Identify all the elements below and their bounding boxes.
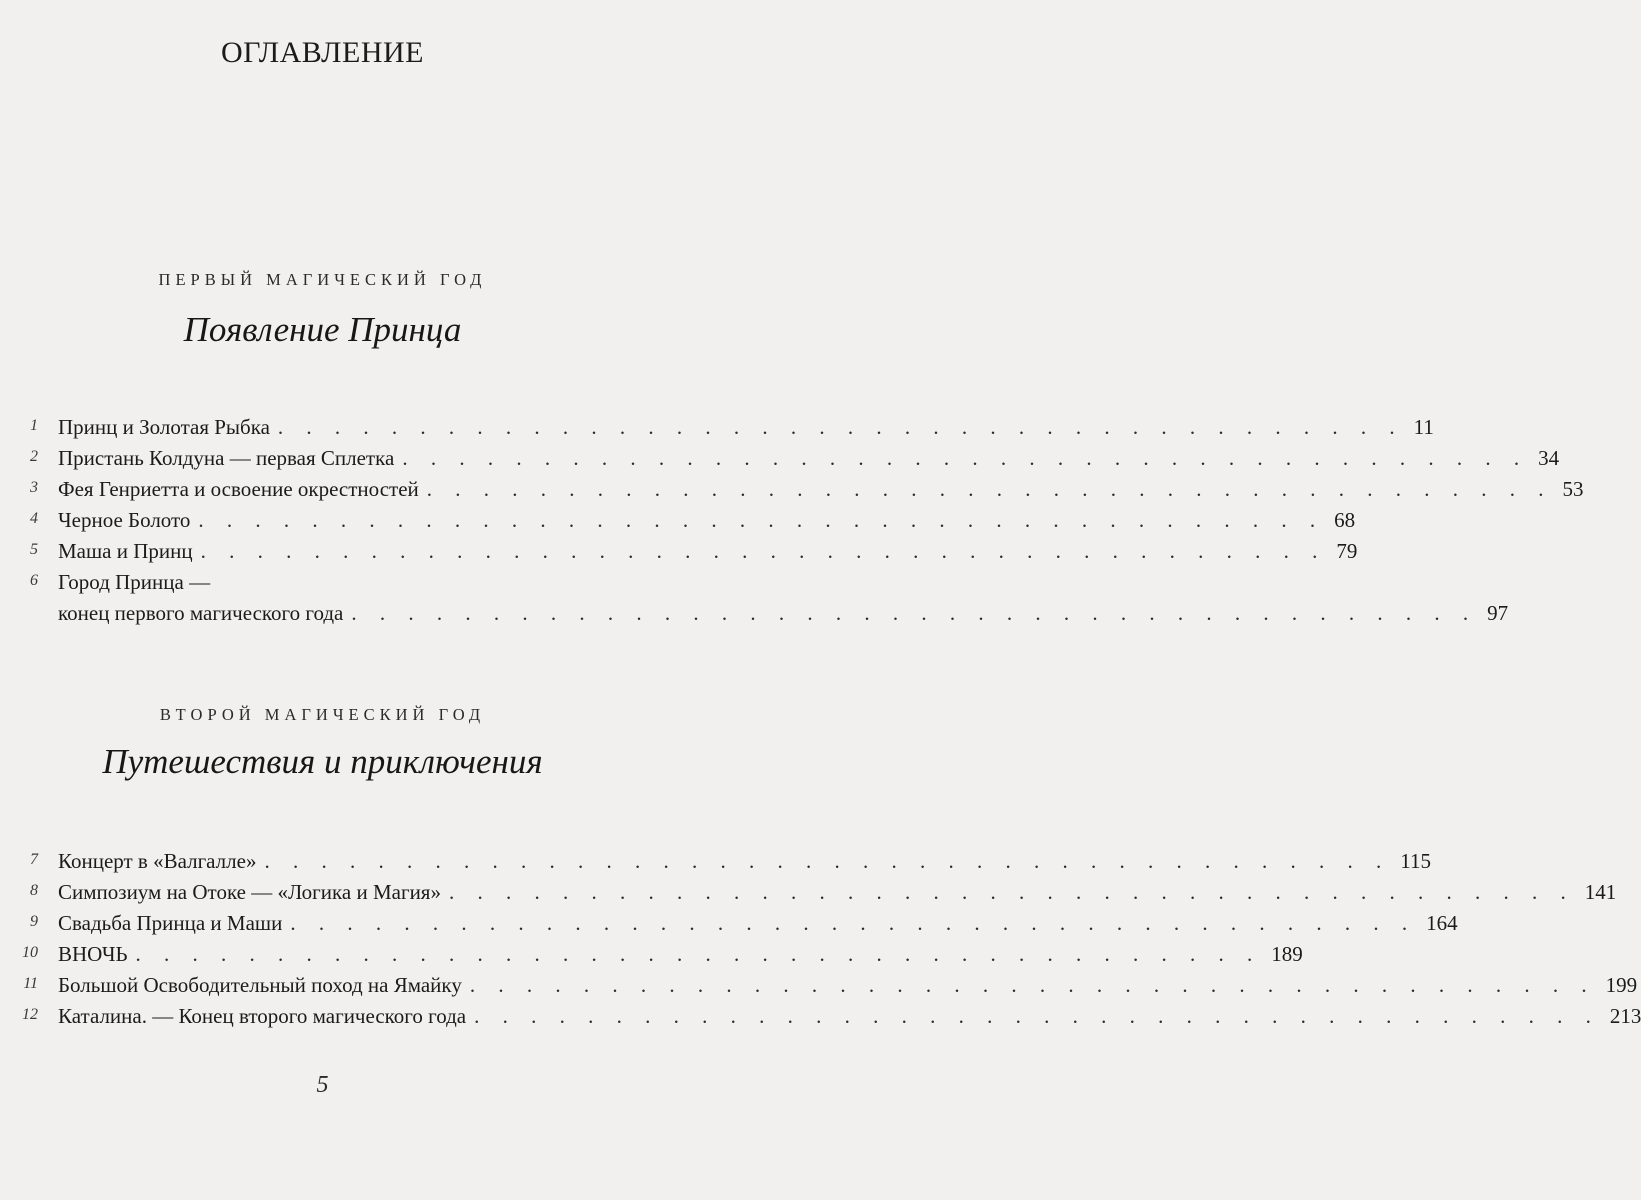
part-2-label: ВТОРОЙ МАГИЧЕСКИЙ ГОД <box>159 705 486 724</box>
dot-leader: . . . . . . . . . . . . . . . . . . . . . . . . . . . . . . . . . . . . . . . . <box>135 942 1262 966</box>
chapter-title: Принц и Золотая Рыбка <box>58 415 270 439</box>
chapter-number: 1 <box>30 417 38 434</box>
page-number: 213 <box>1609 1004 1641 1028</box>
toc-entry[interactable] <box>0 505 1356 536</box>
page-number: 189 <box>1271 942 1303 966</box>
chapter-title: Пристань Колдуна — первая Сплетка <box>58 446 395 470</box>
page-number: 115 <box>1400 849 1431 873</box>
chapter-title: Концерт в «Валгалле» <box>58 849 257 873</box>
dot-leader: . . . . . . . . . . . . . . . . . . . . . . . . . . . . . . . . . . . . . . . . <box>290 911 1417 935</box>
chapter-title: Фея Генриетта и освоение окрестностей <box>58 477 419 501</box>
chapter-title: Маша и Принц <box>58 539 193 563</box>
toc-entry[interactable] <box>0 846 1431 877</box>
chapter-number: 3 <box>30 479 38 496</box>
chapter-number: 6 <box>30 572 38 589</box>
chapter-title: ВНОЧЬ <box>58 942 128 966</box>
chapter-title: Симпозиум на Отоке — «Логика и Магия» <box>58 880 441 904</box>
dot-leader: . . . . . . . . . . . . . . . . . . . . . . . . . . . . . . . . . . . . . . . . <box>426 477 1553 501</box>
toc-entry[interactable] <box>0 877 1617 908</box>
chapter-number: 4 <box>30 510 38 527</box>
chapter-title: Черное Болото <box>58 508 191 532</box>
toc-entry[interactable] <box>0 970 1638 1001</box>
page-folio: 5 <box>316 1072 329 1098</box>
chapter-number: 7 <box>30 851 38 868</box>
dot-leader: . . . . . . . . . . . . . . . . . . . . . . . . . . . . . . . . . . . . . . . . <box>402 446 1529 470</box>
part-2-entries <box>0 846 1641 1032</box>
dot-leader: . . . . . . . . . . . . . . . . . . . . . . . . . . . . . . . . . . . . . . . . <box>448 880 1575 904</box>
part-1-label: ПЕРВЫЙ МАГИЧЕСКИЙ ГОД <box>158 270 487 289</box>
page-number: 79 <box>1336 539 1358 563</box>
toc-entry[interactable] <box>0 567 1509 629</box>
toc-entry[interactable] <box>0 412 1434 443</box>
chapter-number: 11 <box>23 975 38 992</box>
chapter-number: 12 <box>22 1006 38 1023</box>
chapter-number: 9 <box>30 913 38 930</box>
chapter-number: 10 <box>22 944 38 961</box>
page-number: 141 <box>1584 880 1617 904</box>
dot-leader: . . . . . . . . . . . . . . . . . . . . . . . . . . . . . . . . . . . . . . . . <box>351 601 1478 625</box>
chapter-title: Город Принца — <box>58 570 211 594</box>
toc-entry[interactable] <box>0 939 1303 970</box>
dot-leader: . . . . . . . . . . . . . . . . . . . . . . . . . . . . . . . . . . . . . . . . <box>469 973 1596 997</box>
page-number: 199 <box>1605 973 1638 997</box>
chapter-title-continued: конец первого магического года <box>58 601 344 625</box>
part-1-entries <box>0 412 1584 629</box>
dot-leader: . . . . . . . . . . . . . . . . . . . . . . . . . . . . . . . . . . . . . . . . <box>200 539 1327 563</box>
chapter-title: Каталина. — Конец второго магического года <box>58 1004 467 1028</box>
toc-entry[interactable] <box>0 443 1560 474</box>
page-number: 164 <box>1426 911 1458 935</box>
page-title: ОГЛАВЛЕНИЕ <box>221 36 424 69</box>
dot-leader: . . . . . . . . . . . . . . . . . . . . . . . . . . . . . . . . . . . . . . . . <box>198 508 1325 532</box>
toc-entry[interactable] <box>0 908 1458 939</box>
part-1-title: Появление Принца <box>183 310 462 349</box>
toc-entry[interactable] <box>0 474 1584 505</box>
chapter-number: 8 <box>30 882 38 899</box>
page-number: 34 <box>1538 446 1560 470</box>
page-number: 53 <box>1562 477 1584 501</box>
toc-entry[interactable] <box>0 1001 1641 1032</box>
page-number: 68 <box>1334 508 1356 532</box>
part-2-title: Путешествия и приключения <box>102 742 543 781</box>
chapter-number: 2 <box>30 448 38 465</box>
dot-leader: . . . . . . . . . . . . . . . . . . . . . . . . . . . . . . . . . . . . . . . . <box>474 1004 1600 1028</box>
page-number: 97 <box>1487 601 1509 625</box>
page-number: 11 <box>1413 415 1434 439</box>
chapter-number: 5 <box>30 541 38 558</box>
chapter-title: Большой Освободительный поход на Ямайку <box>58 973 462 997</box>
dot-leader: . . . . . . . . . . . . . . . . . . . . . . . . . . . . . . . . . . . . . . . . <box>277 415 1404 439</box>
chapter-title: Свадьба Принца и Маши <box>58 911 283 935</box>
dot-leader: . . . . . . . . . . . . . . . . . . . . . . . . . . . . . . . . . . . . . . . . <box>264 849 1391 873</box>
toc-entry[interactable] <box>0 536 1358 567</box>
